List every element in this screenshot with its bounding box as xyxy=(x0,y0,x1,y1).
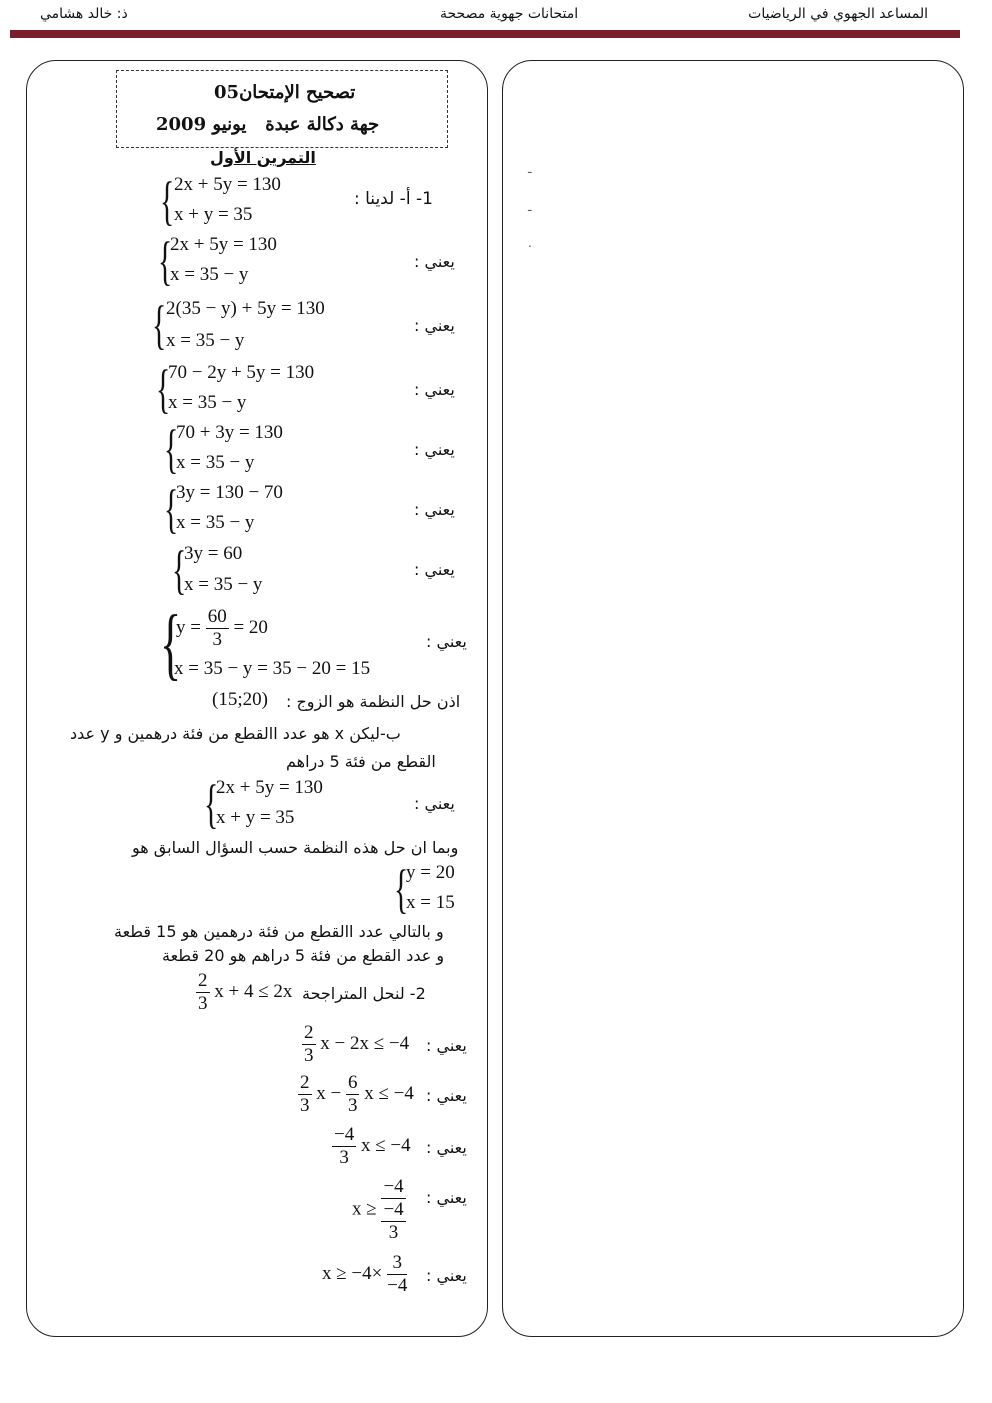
q1b-eq1: 2x + 5y = 130 xyxy=(216,777,323,798)
step4: x ≥ −4 −4 3 xyxy=(352,1176,404,1243)
fraction: $\frac{60}{3}$ xyxy=(207,606,227,650)
fraction: $\frac{2}{3}$ xyxy=(304,1022,314,1066)
header-rule xyxy=(10,30,960,38)
brace: { xyxy=(164,479,179,539)
fraction: −4 3 xyxy=(383,1199,404,1243)
sys1-eq1: 2x + 5y = 130 xyxy=(170,234,277,255)
result-line2: و عدد القطع من فئة 5 دراهم هو 20 قطعة xyxy=(162,946,445,965)
yani-11: يعني : xyxy=(426,1138,467,1157)
since-text: وبما ان حل هذه النظمة حسب السؤال السابق هو xyxy=(132,838,459,857)
q1b-line1: ب-ليكن x هو عدد االقطع من فئة درهمين و y عدد xyxy=(70,724,401,743)
conclusion: اذن حل النظمة هو الزوج : xyxy=(286,692,461,711)
exercise-title: التمرين الأول xyxy=(210,148,316,167)
fraction: $\frac{2}{3}$ xyxy=(300,1072,310,1116)
yani-9: يعني : xyxy=(426,1036,467,1055)
sys3-eq1: 70 − 2y + 5y = 130 xyxy=(168,362,315,383)
yani-5: يعني : xyxy=(414,500,455,519)
final-x-line: x = 35 − y = 35 − 20 = 15 xyxy=(174,658,371,679)
final-y-line xyxy=(176,606,268,651)
brace: { xyxy=(160,600,182,688)
step3: $\frac{-4}{3}$ x ≤ −4 xyxy=(334,1124,411,1168)
yani-10: يعني : xyxy=(426,1086,467,1105)
title-month: يونيو xyxy=(212,114,247,135)
yani-7: يعني : xyxy=(426,632,467,651)
solution-pair: (15;20) xyxy=(212,689,268,710)
sys0-eq2: x + y = 35 xyxy=(174,204,253,225)
sys3-eq2: x = 35 − y xyxy=(168,392,247,413)
right-panel xyxy=(502,60,964,1337)
sys0-eq1: 2x + 5y = 130 xyxy=(174,174,281,195)
yani-3: يعني : xyxy=(414,380,455,399)
title-region: جهة دكالة عبدة xyxy=(265,114,380,135)
mark: . xyxy=(528,236,532,250)
q2-inequality: $\frac{2}{3}$ x + 4 ≤ 2x xyxy=(198,970,293,1014)
yani-12: يعني : xyxy=(426,1188,467,1207)
header-left: ذ: خالد هشامي xyxy=(40,6,128,22)
sys6-eq1: 3y = 60 xyxy=(184,543,243,564)
brace: { xyxy=(394,859,409,919)
yani-8: يعني : xyxy=(414,794,455,813)
title-year: 2009 xyxy=(156,114,207,135)
header-center: امتحانات جهوية مصححة xyxy=(440,6,579,22)
q2-intro: 2- لنحل المتراجحة xyxy=(302,984,426,1003)
since-eq2: x = 15 xyxy=(406,892,455,913)
brace: { xyxy=(172,540,187,600)
yani-13: يعني : xyxy=(426,1266,467,1285)
q1b-line2: القطع من فئة 5 دراهم xyxy=(286,752,436,771)
yani-2: يعني : xyxy=(414,316,455,335)
sys2-eq2: x = 35 − y xyxy=(166,330,245,351)
brace: { xyxy=(152,295,167,355)
final-y-left: y = xyxy=(176,616,201,638)
yani-6: يعني : xyxy=(414,560,455,579)
result-line1: و بالتالي عدد االقطع من فئة درهمين هو 15 قطعة xyxy=(114,922,444,941)
sys5-eq2: x = 35 − y xyxy=(176,512,255,533)
since-eq1: y = 20 xyxy=(406,862,455,883)
fraction: $\frac{3}{-4}$ xyxy=(387,1252,408,1296)
mark: ـ xyxy=(528,162,532,176)
header-right: المساعد الجهوي في الرياضيات xyxy=(748,6,928,22)
q1b-eq2: x + y = 35 xyxy=(216,807,295,828)
step5: x ≥ −4× $\frac{3}{-4}$ xyxy=(322,1252,408,1296)
title-line1: تصحيح الإمتحان05 xyxy=(214,82,356,103)
mark: ـ xyxy=(528,200,532,214)
fraction: $\frac{2}{3}$ xyxy=(198,970,208,1014)
sys1-eq2: x = 35 − y xyxy=(170,264,249,285)
sys5-eq1: 3y = 130 − 70 xyxy=(176,482,283,503)
fraction: $\frac{6}{3}$ xyxy=(347,1072,358,1116)
sys4-eq2: x = 35 − y xyxy=(176,452,255,473)
step1: $\frac{2}{3}$ x − 2x ≤ −4 xyxy=(304,1022,410,1066)
q1a-intro: 1- أ- لدينا : xyxy=(354,189,433,209)
brace: { xyxy=(156,359,171,419)
brace: { xyxy=(204,774,219,834)
final-y-right: = 20 xyxy=(233,616,268,638)
yani-1: يعني : xyxy=(414,252,455,271)
sys4-eq1: 70 + 3y = 130 xyxy=(176,422,283,443)
brace: { xyxy=(160,171,175,231)
fraction: −4 −4 3 xyxy=(383,1176,404,1243)
sys2-eq1: 2(35 − y) + 5y = 130 xyxy=(166,298,325,319)
brace: { xyxy=(158,231,173,291)
fraction: $\frac{-4}{3}$ xyxy=(334,1124,355,1168)
yani-4: يعني : xyxy=(414,440,455,459)
step2: $\frac{2}{3}$ x − $\frac{6}{3}$ x ≤ −4 xyxy=(300,1072,414,1116)
sys6-eq2: x = 35 − y xyxy=(184,574,263,595)
brace: { xyxy=(164,419,179,479)
title-line2 xyxy=(156,114,379,135)
